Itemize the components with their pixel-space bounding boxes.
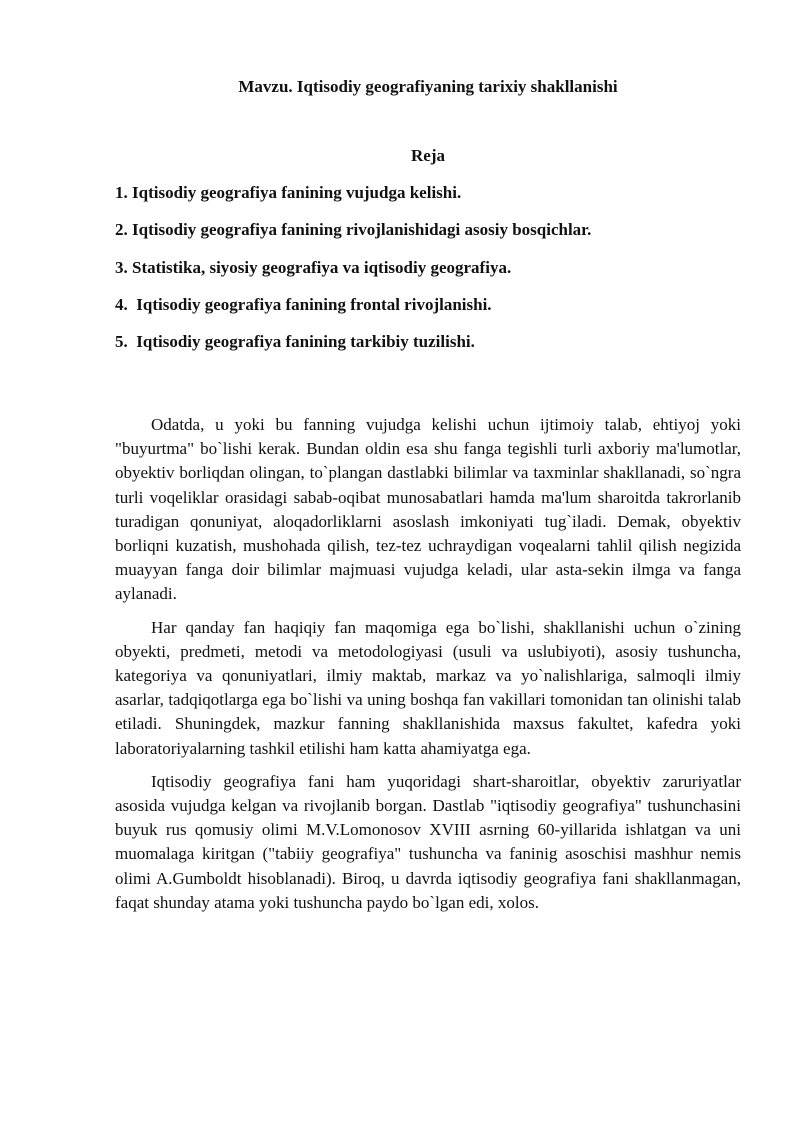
plan-item: 1. Iqtisodiy geografiya fanining vujudga kelishi. <box>115 183 462 202</box>
plan-heading: Reja <box>411 146 445 165</box>
plan-item: 5. Iqtisodiy geografiya fanining tarkibiy tuzilishi. <box>115 332 475 352</box>
body-paragraph: Iqtisodiy geografiya fani ham yuqoridagi shart-sharoitlar, obyektiv zaruriyatlar asosida vujudga kelgan va rivojlanib borgan. Dastlab "iqtisodiy geografiya" tushunchasini buyuk rus qomusiy olimi M.V.Lomonosov XVIII asrning 60-yillarida ishlatgan va uni muomalaga kiritgan ("tabiiy geografiya" tushuncha va faninig asoschisi mashhur nemis olimi A.Gumboldt hisoblanadi). Biroq, u davrda iqtisodiy geografiya fani shakllanmagan, faqat shunday atama yoki tushuncha paydo bo`lgan edi, xolos. <box>115 771 741 912</box>
plan-list <box>115 182 755 368</box>
body-paragraph: Har qanday fan haqiqiy fan maqomiga ega bo`lishi, shakllanishi uchun o`zining obyekti, predmeti, metodi va metodologiyasi (usuli va uslubiyoti), asosiy tushuncha, kategoriya va qonuniyatlari, ilmiy maktab, markaz va yo`nalishlariga, salmoqli ilmiy asarlar, tadqiqotlarga ega bo`lishi va uning boshqa fan vakillari tomonidan tan olinishi talab etiladi. Shuningdek, mazkur fanning shakllanishida maxsus fakultet, kafedra yoki laboratoriyalarning tashkil etilishi ham katta ahamiyatga ega. <box>115 617 741 758</box>
document-body <box>115 413 741 924</box>
document-title: Mavzu. Iqtisodiy geografiyaning tarixiy shakllanishi <box>238 77 618 96</box>
plan-item: 4. Iqtisodiy geografiya fanining frontal rivojlanishi. <box>115 294 492 314</box>
plan-item: 3. Statistika, siyosiy geografiya va iqtisodiy geografiya. <box>115 257 512 277</box>
plan-item: 2. Iqtisodiy geografiya fanining rivojlanishidagi asosiy bosqichlar. <box>115 220 592 240</box>
body-paragraph: Odatda, u yoki bu fanning vujudga kelishi uchun ijtimoiy talab, ehtiyoj yoki "buyurtma" bo`lishi kerak. Bundan oldin esa shu fanga tegishli turli axboriy ma'lumotlar, obyektiv borliqdan olingan, to`plangan dastlabki bilimlar va taxminlar shakllanadi, so`ngra turli voqeliklar orasidagi sabab-oqibat munosabatlari hamda ma'lum sharoitda takrorlanib turadigan qonuniyat, aloqadorliklarni asoslash imkoniyati tug`iladi. Demak, obyektiv borliqni kuzatish, mushohada qilish, tez-tez uchraydigan voqealarni tahlil qilish negizida muayyan fanga doir bilimlar majmuasi vujudga keladi, ular asta-sekin ilmga va fanga aylanadi. <box>115 415 741 604</box>
